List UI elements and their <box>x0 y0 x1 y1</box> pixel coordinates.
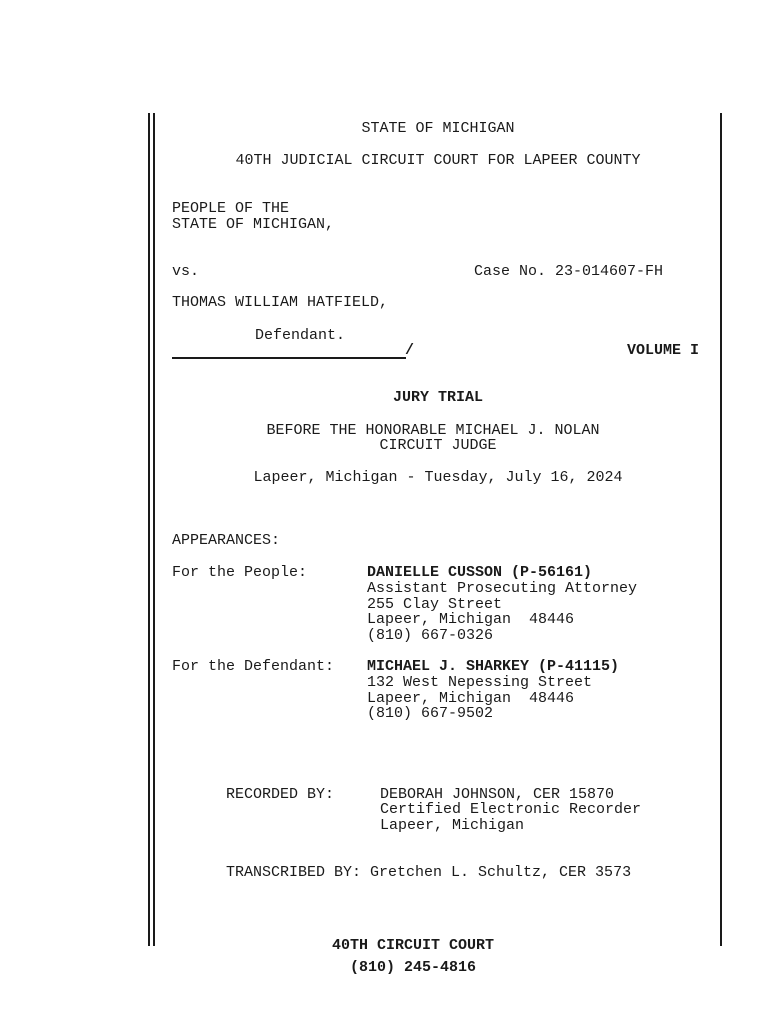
people-attorney-city: Lapeer, Michigan 48446 <box>367 611 575 628</box>
caption-underline <box>172 357 406 359</box>
defense-attorney-name: MICHAEL J. SHARKEY (P-41115) <box>367 658 620 675</box>
people-attorney-street: 255 Clay Street <box>367 596 503 613</box>
plaintiff-line-1: PEOPLE OF THE <box>172 200 290 217</box>
people-attorney-title: Assistant Prosecuting Attorney <box>367 580 638 597</box>
plaintiff-line-2: STATE OF MICHIGAN, <box>172 216 335 233</box>
appearances-heading: APPEARANCES: <box>172 532 281 549</box>
footer-phone: (810) 245-4816 <box>349 959 477 976</box>
judge-line-1: BEFORE THE HONORABLE MICHAEL J. NOLAN <box>266 422 600 439</box>
defense-attorney-city: Lapeer, Michigan 48446 <box>367 690 575 707</box>
right-margin-rule <box>720 113 722 946</box>
people-label: For the People: <box>172 564 308 581</box>
left-margin-rule-outer <box>148 113 150 946</box>
caption-slash: / <box>405 342 415 359</box>
people-attorney-phone: (810) 667-0326 <box>367 627 494 644</box>
state-heading: STATE OF MICHIGAN <box>361 120 515 137</box>
transcribed-by: TRANSCRIBED BY: Gretchen L. Schultz, CER 3573 <box>226 864 632 881</box>
recorder-title: Certified Electronic Recorder <box>380 801 642 818</box>
defense-attorney-phone: (810) 667-9502 <box>367 705 494 722</box>
recorded-by-label: RECORDED BY: <box>226 786 335 803</box>
defendant-label: For the Defendant: <box>172 658 335 675</box>
recorder-name: DEBORAH JOHNSON, CER 15870 <box>380 786 615 803</box>
volume-label: VOLUME I <box>627 342 700 359</box>
left-margin-rule-inner <box>153 113 155 946</box>
defendant-role: Defendant. <box>255 327 346 344</box>
people-attorney-name: DANIELLE CUSSON (P-56161) <box>367 564 593 581</box>
recorder-city: Lapeer, Michigan <box>380 817 525 834</box>
court-heading: 40TH JUDICIAL CIRCUIT COURT FOR LAPEER COUNTY <box>235 152 641 169</box>
case-number: Case No. 23-014607-FH <box>474 263 664 280</box>
defense-attorney-street: 132 West Nepessing Street <box>367 674 593 691</box>
judge-line-2: CIRCUIT JUDGE <box>379 437 497 454</box>
proceeding-title: JURY TRIAL <box>392 389 483 406</box>
location-date: Lapeer, Michigan - Tuesday, July 16, 2024 <box>253 469 623 486</box>
versus-label: vs. <box>172 263 200 280</box>
defendant-name: THOMAS WILLIAM HATFIELD, <box>172 294 389 311</box>
footer-court: 40TH CIRCUIT COURT <box>331 937 495 954</box>
